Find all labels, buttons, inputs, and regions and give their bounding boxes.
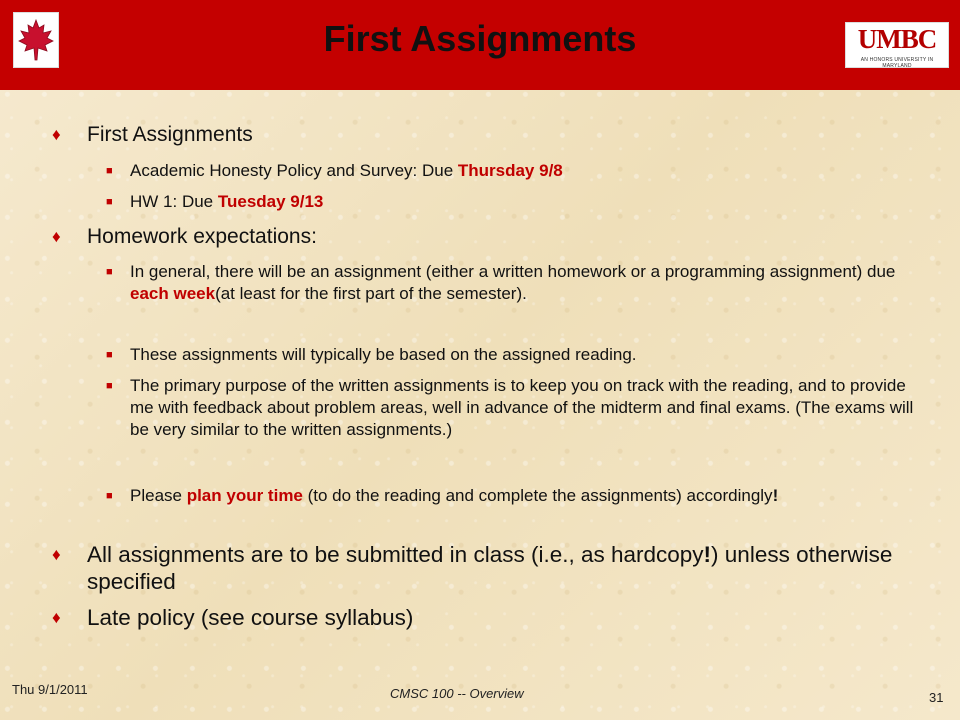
bullet-text: All assignments are to be submitted in class (i.e., as hardcopy xyxy=(87,542,704,567)
sub-bullet-text: HW 1: Due xyxy=(130,192,218,211)
sub-bullet-text-end: (at least for the first part of the semester). xyxy=(215,284,527,303)
diamond-icon: ♦ xyxy=(52,125,61,144)
plan-your-time-highlight: plan your time xyxy=(186,486,303,505)
diamond-icon: ♦ xyxy=(52,608,61,627)
square-bullet-icon: ■ xyxy=(106,490,113,502)
square-bullet-icon: ■ xyxy=(106,196,113,208)
sub-bullet-text-end: (to do the reading and complete the assignments) accordingly xyxy=(302,486,773,505)
square-bullet-icon: ■ xyxy=(106,266,113,278)
footer-course: CMSC 100 -- Overview xyxy=(390,686,524,701)
exclamation-mark: ! xyxy=(772,486,779,505)
bullet-text-end: ) unless otherwise specified xyxy=(87,542,893,594)
sub-bullet-text: In general, there will be an assignment (either a written homework or a programming assignment) due xyxy=(130,262,896,281)
sub-bullet-text: The primary purpose of the written assignments is to keep you on track with the reading, and to provide me with feedback about problem areas, well in advance of the midterm and final exams. (The exams will be very similar to the written assignments.) xyxy=(130,376,914,439)
square-bullet-icon: ■ xyxy=(106,165,113,177)
slide-number: 31 xyxy=(929,690,944,705)
square-bullet-icon: ■ xyxy=(106,380,113,392)
square-bullet-icon: ■ xyxy=(106,349,113,361)
slide-title: First Assignments xyxy=(323,18,637,59)
bullet-text: First Assignments xyxy=(87,123,253,146)
diamond-icon: ♦ xyxy=(52,545,61,564)
bullet-text: Late policy (see course syllabus) xyxy=(87,605,414,630)
umbc-logo-word: UMBC xyxy=(857,24,937,54)
sub-bullet-text: Academic Honesty Policy and Survey: Due xyxy=(130,161,458,180)
due-date-highlight: Tuesday 9/13 xyxy=(217,192,324,211)
exclamation-mark: ! xyxy=(703,542,712,567)
due-date-highlight: Thursday 9/8 xyxy=(457,161,563,180)
bullet-text: Homework expectations: xyxy=(87,225,317,248)
umbc-logo-subtext: AN HONORS UNIVERSITY IN MARYLAND xyxy=(860,57,934,69)
sub-bullet-text: These assignments will typically be based on the assigned reading. xyxy=(130,345,637,364)
sub-bullet-text: Please xyxy=(130,486,187,505)
diamond-icon: ♦ xyxy=(52,227,61,246)
footer-date: Thu 9/1/2011 xyxy=(12,682,88,697)
each-week-highlight: each week xyxy=(130,284,216,303)
